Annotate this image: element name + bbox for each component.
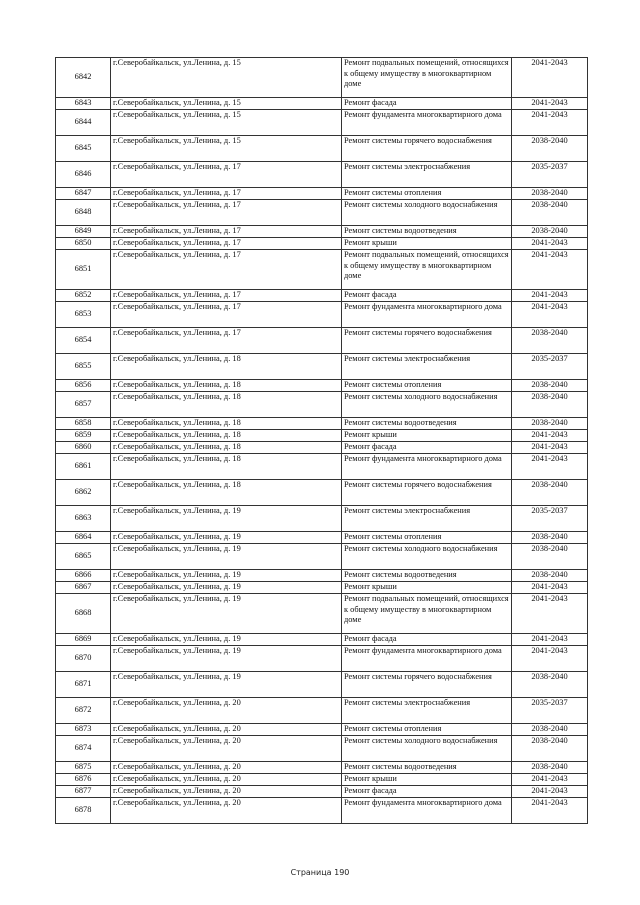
work-type-cell: Ремонт системы электроснабжения (342, 698, 512, 724)
work-type-cell: Ремонт фасада (342, 290, 512, 302)
period-cell: 2041-2043 (512, 774, 588, 786)
table-row (56, 454, 588, 480)
address-cell: г.Северобайкальск, ул.Ленина, д. 18 (111, 442, 342, 454)
work-type-cell: Ремонт системы горячего водоснабжения (342, 328, 512, 354)
row-number-cell: 6865 (56, 544, 111, 570)
table-row (56, 506, 588, 532)
table-row (56, 110, 588, 136)
row-number-cell: 6871 (56, 672, 111, 698)
work-type-cell: Ремонт системы водоотведения (342, 226, 512, 238)
work-type-cell: Ремонт системы горячего водоснабжения (342, 136, 512, 162)
address-cell: г.Северобайкальск, ул.Ленина, д. 20 (111, 736, 342, 762)
address-cell: г.Северобайкальск, ул.Ленина, д. 18 (111, 480, 342, 506)
table-row (56, 544, 588, 570)
work-type-cell: Ремонт подвальных помещений, относящихся к общему имуществу в многоквартирном доме (342, 250, 512, 290)
table-row (56, 392, 588, 418)
work-type-cell: Ремонт подвальных помещений, относящихся к общему имуществу в многоквартирном доме (342, 594, 512, 634)
period-cell: 2041-2043 (512, 454, 588, 480)
row-number-cell: 6877 (56, 786, 111, 798)
row-number-cell: 6875 (56, 762, 111, 774)
row-number-cell: 6844 (56, 110, 111, 136)
table-row (56, 672, 588, 698)
table-row (56, 774, 588, 786)
period-cell: 2038-2040 (512, 762, 588, 774)
work-type-cell: Ремонт крыши (342, 774, 512, 786)
work-type-cell: Ремонт фундамента многоквартирного дома (342, 798, 512, 824)
work-type-cell: Ремонт системы электроснабжения (342, 162, 512, 188)
table-row (56, 786, 588, 798)
address-cell: г.Северобайкальск, ул.Ленина, д. 19 (111, 672, 342, 698)
table-row (56, 302, 588, 328)
row-number-cell: 6858 (56, 418, 111, 430)
table-row (56, 798, 588, 824)
row-number-cell: 6863 (56, 506, 111, 532)
address-cell: г.Северобайкальск, ул.Ленина, д. 17 (111, 200, 342, 226)
table-row (56, 226, 588, 238)
row-number-cell: 6873 (56, 724, 111, 736)
period-cell: 2041-2043 (512, 786, 588, 798)
period-cell: 2038-2040 (512, 418, 588, 430)
period-cell: 2038-2040 (512, 672, 588, 698)
row-number-cell: 6861 (56, 454, 111, 480)
table-row (56, 328, 588, 354)
work-type-cell: Ремонт системы водоотведения (342, 418, 512, 430)
address-cell: г.Северобайкальск, ул.Ленина, д. 19 (111, 582, 342, 594)
period-cell: 2038-2040 (512, 380, 588, 392)
period-cell: 2038-2040 (512, 226, 588, 238)
address-cell: г.Северобайкальск, ул.Ленина, д. 18 (111, 454, 342, 480)
row-number-cell: 6855 (56, 354, 111, 380)
address-cell: г.Северобайкальск, ул.Ленина, д. 18 (111, 380, 342, 392)
work-type-cell: Ремонт системы холодного водоснабжения (342, 392, 512, 418)
work-type-cell: Ремонт системы отопления (342, 188, 512, 200)
period-cell: 2038-2040 (512, 328, 588, 354)
table-row (56, 582, 588, 594)
work-type-cell: Ремонт системы отопления (342, 532, 512, 544)
address-cell: г.Северобайкальск, ул.Ленина, д. 19 (111, 634, 342, 646)
table-row (56, 442, 588, 454)
address-cell: г.Северобайкальск, ул.Ленина, д. 17 (111, 328, 342, 354)
table-row (56, 188, 588, 200)
table-row (56, 162, 588, 188)
period-cell: 2041-2043 (512, 58, 588, 98)
row-number-cell: 6849 (56, 226, 111, 238)
work-type-cell: Ремонт фасада (342, 786, 512, 798)
period-cell: 2035-2037 (512, 506, 588, 532)
table-row (56, 698, 588, 724)
address-cell: г.Северобайкальск, ул.Ленина, д. 19 (111, 570, 342, 582)
row-number-cell: 6853 (56, 302, 111, 328)
period-cell: 2038-2040 (512, 736, 588, 762)
work-type-cell: Ремонт системы водоотведения (342, 762, 512, 774)
period-cell: 2038-2040 (512, 392, 588, 418)
address-cell: г.Северобайкальск, ул.Ленина, д. 17 (111, 226, 342, 238)
work-type-cell: Ремонт фундамента многоквартирного дома (342, 302, 512, 328)
period-cell: 2041-2043 (512, 634, 588, 646)
period-cell: 2041-2043 (512, 442, 588, 454)
table-row (56, 136, 588, 162)
row-number-cell: 6864 (56, 532, 111, 544)
work-type-cell: Ремонт системы водоотведения (342, 570, 512, 582)
table-row (56, 250, 588, 290)
address-cell: г.Северобайкальск, ул.Ленина, д. 20 (111, 762, 342, 774)
table-row (56, 200, 588, 226)
work-type-cell: Ремонт системы отопления (342, 380, 512, 392)
work-type-cell: Ремонт подвальных помещений, относящихся к общему имуществу в многоквартирном доме (342, 58, 512, 98)
period-cell: 2041-2043 (512, 250, 588, 290)
work-type-cell: Ремонт крыши (342, 238, 512, 250)
work-type-cell: Ремонт системы холодного водоснабжения (342, 736, 512, 762)
row-number-cell: 6869 (56, 634, 111, 646)
table-row (56, 634, 588, 646)
period-cell: 2041-2043 (512, 430, 588, 442)
period-cell: 2035-2037 (512, 698, 588, 724)
row-number-cell: 6862 (56, 480, 111, 506)
period-cell: 2041-2043 (512, 290, 588, 302)
row-number-cell: 6848 (56, 200, 111, 226)
work-type-cell: Ремонт системы отопления (342, 724, 512, 736)
address-cell: г.Северобайкальск, ул.Ленина, д. 20 (111, 798, 342, 824)
period-cell: 2038-2040 (512, 200, 588, 226)
row-number-cell: 6851 (56, 250, 111, 290)
row-number-cell: 6860 (56, 442, 111, 454)
row-number-cell: 6868 (56, 594, 111, 634)
period-cell: 2041-2043 (512, 110, 588, 136)
row-number-cell: 6852 (56, 290, 111, 302)
table-row (56, 430, 588, 442)
period-cell: 2041-2043 (512, 302, 588, 328)
work-type-cell: Ремонт системы горячего водоснабжения (342, 672, 512, 698)
work-type-cell: Ремонт системы электроснабжения (342, 354, 512, 380)
row-number-cell: 6842 (56, 58, 111, 98)
repair-schedule-table (55, 57, 588, 824)
address-cell: г.Северобайкальск, ул.Ленина, д. 19 (111, 544, 342, 570)
table-row (56, 724, 588, 736)
address-cell: г.Северобайкальск, ул.Ленина, д. 18 (111, 392, 342, 418)
row-number-cell: 6859 (56, 430, 111, 442)
row-number-cell: 6856 (56, 380, 111, 392)
table-row (56, 762, 588, 774)
row-number-cell: 6878 (56, 798, 111, 824)
row-number-cell: 6843 (56, 98, 111, 110)
table-row (56, 58, 588, 98)
address-cell: г.Северобайкальск, ул.Ленина, д. 19 (111, 532, 342, 544)
period-cell: 2035-2037 (512, 162, 588, 188)
period-cell: 2038-2040 (512, 136, 588, 162)
address-cell: г.Северобайкальск, ул.Ленина, д. 17 (111, 162, 342, 188)
work-type-cell: Ремонт фундамента многоквартирного дома (342, 646, 512, 672)
row-number-cell: 6867 (56, 582, 111, 594)
row-number-cell: 6872 (56, 698, 111, 724)
work-type-cell: Ремонт крыши (342, 430, 512, 442)
address-cell: г.Северобайкальск, ул.Ленина, д. 19 (111, 506, 342, 532)
work-type-cell: Ремонт системы электроснабжения (342, 506, 512, 532)
period-cell: 2041-2043 (512, 238, 588, 250)
row-number-cell: 6854 (56, 328, 111, 354)
address-cell: г.Северобайкальск, ул.Ленина, д. 15 (111, 136, 342, 162)
work-type-cell: Ремонт фасада (342, 98, 512, 110)
row-number-cell: 6847 (56, 188, 111, 200)
row-number-cell: 6866 (56, 570, 111, 582)
period-cell: 2041-2043 (512, 98, 588, 110)
period-cell: 2038-2040 (512, 544, 588, 570)
row-number-cell: 6845 (56, 136, 111, 162)
work-type-cell: Ремонт фасада (342, 442, 512, 454)
table-row (56, 736, 588, 762)
period-cell: 2035-2037 (512, 354, 588, 380)
period-cell: 2041-2043 (512, 582, 588, 594)
table-row (56, 238, 588, 250)
row-number-cell: 6846 (56, 162, 111, 188)
table-row (56, 290, 588, 302)
period-cell: 2041-2043 (512, 594, 588, 634)
work-type-cell: Ремонт фундамента многоквартирного дома (342, 454, 512, 480)
work-type-cell: Ремонт крыши (342, 582, 512, 594)
table-row (56, 98, 588, 110)
address-cell: г.Северобайкальск, ул.Ленина, д. 15 (111, 58, 342, 98)
period-cell: 2038-2040 (512, 570, 588, 582)
work-type-cell: Ремонт системы горячего водоснабжения (342, 480, 512, 506)
period-cell: 2041-2043 (512, 646, 588, 672)
table-row (56, 532, 588, 544)
page-number: Страница 190 (290, 868, 350, 877)
work-type-cell: Ремонт фасада (342, 634, 512, 646)
address-cell: г.Северобайкальск, ул.Ленина, д. 17 (111, 250, 342, 290)
work-type-cell: Ремонт фундамента многоквартирного дома (342, 110, 512, 136)
table-body (56, 58, 588, 824)
table-row (56, 480, 588, 506)
row-number-cell: 6870 (56, 646, 111, 672)
address-cell: г.Северобайкальск, ул.Ленина, д. 19 (111, 646, 342, 672)
row-number-cell: 6850 (56, 238, 111, 250)
table-row (56, 570, 588, 582)
address-cell: г.Северобайкальск, ул.Ленина, д. 20 (111, 774, 342, 786)
address-cell: г.Северобайкальск, ул.Ленина, д. 15 (111, 98, 342, 110)
address-cell: г.Северобайкальск, ул.Ленина, д. 18 (111, 430, 342, 442)
table-row (56, 594, 588, 634)
period-cell: 2038-2040 (512, 532, 588, 544)
work-type-cell: Ремонт системы холодного водоснабжения (342, 200, 512, 226)
address-cell: г.Северобайкальск, ул.Ленина, д. 20 (111, 724, 342, 736)
period-cell: 2038-2040 (512, 724, 588, 736)
work-type-cell: Ремонт системы холодного водоснабжения (342, 544, 512, 570)
address-cell: г.Северобайкальск, ул.Ленина, д. 15 (111, 110, 342, 136)
address-cell: г.Северобайкальск, ул.Ленина, д. 20 (111, 786, 342, 798)
address-cell: г.Северобайкальск, ул.Ленина, д. 19 (111, 594, 342, 634)
table-row (56, 646, 588, 672)
address-cell: г.Северобайкальск, ул.Ленина, д. 18 (111, 418, 342, 430)
period-cell: 2038-2040 (512, 480, 588, 506)
row-number-cell: 6874 (56, 736, 111, 762)
row-number-cell: 6876 (56, 774, 111, 786)
table-row (56, 380, 588, 392)
address-cell: г.Северобайкальск, ул.Ленина, д. 17 (111, 238, 342, 250)
table-row (56, 354, 588, 380)
address-cell: г.Северобайкальск, ул.Ленина, д. 17 (111, 188, 342, 200)
table-row (56, 418, 588, 430)
address-cell: г.Северобайкальск, ул.Ленина, д. 17 (111, 290, 342, 302)
address-cell: г.Северобайкальск, ул.Ленина, д. 17 (111, 302, 342, 328)
address-cell: г.Северобайкальск, ул.Ленина, д. 18 (111, 354, 342, 380)
address-cell: г.Северобайкальск, ул.Ленина, д. 20 (111, 698, 342, 724)
period-cell: 2038-2040 (512, 188, 588, 200)
period-cell: 2041-2043 (512, 798, 588, 824)
row-number-cell: 6857 (56, 392, 111, 418)
